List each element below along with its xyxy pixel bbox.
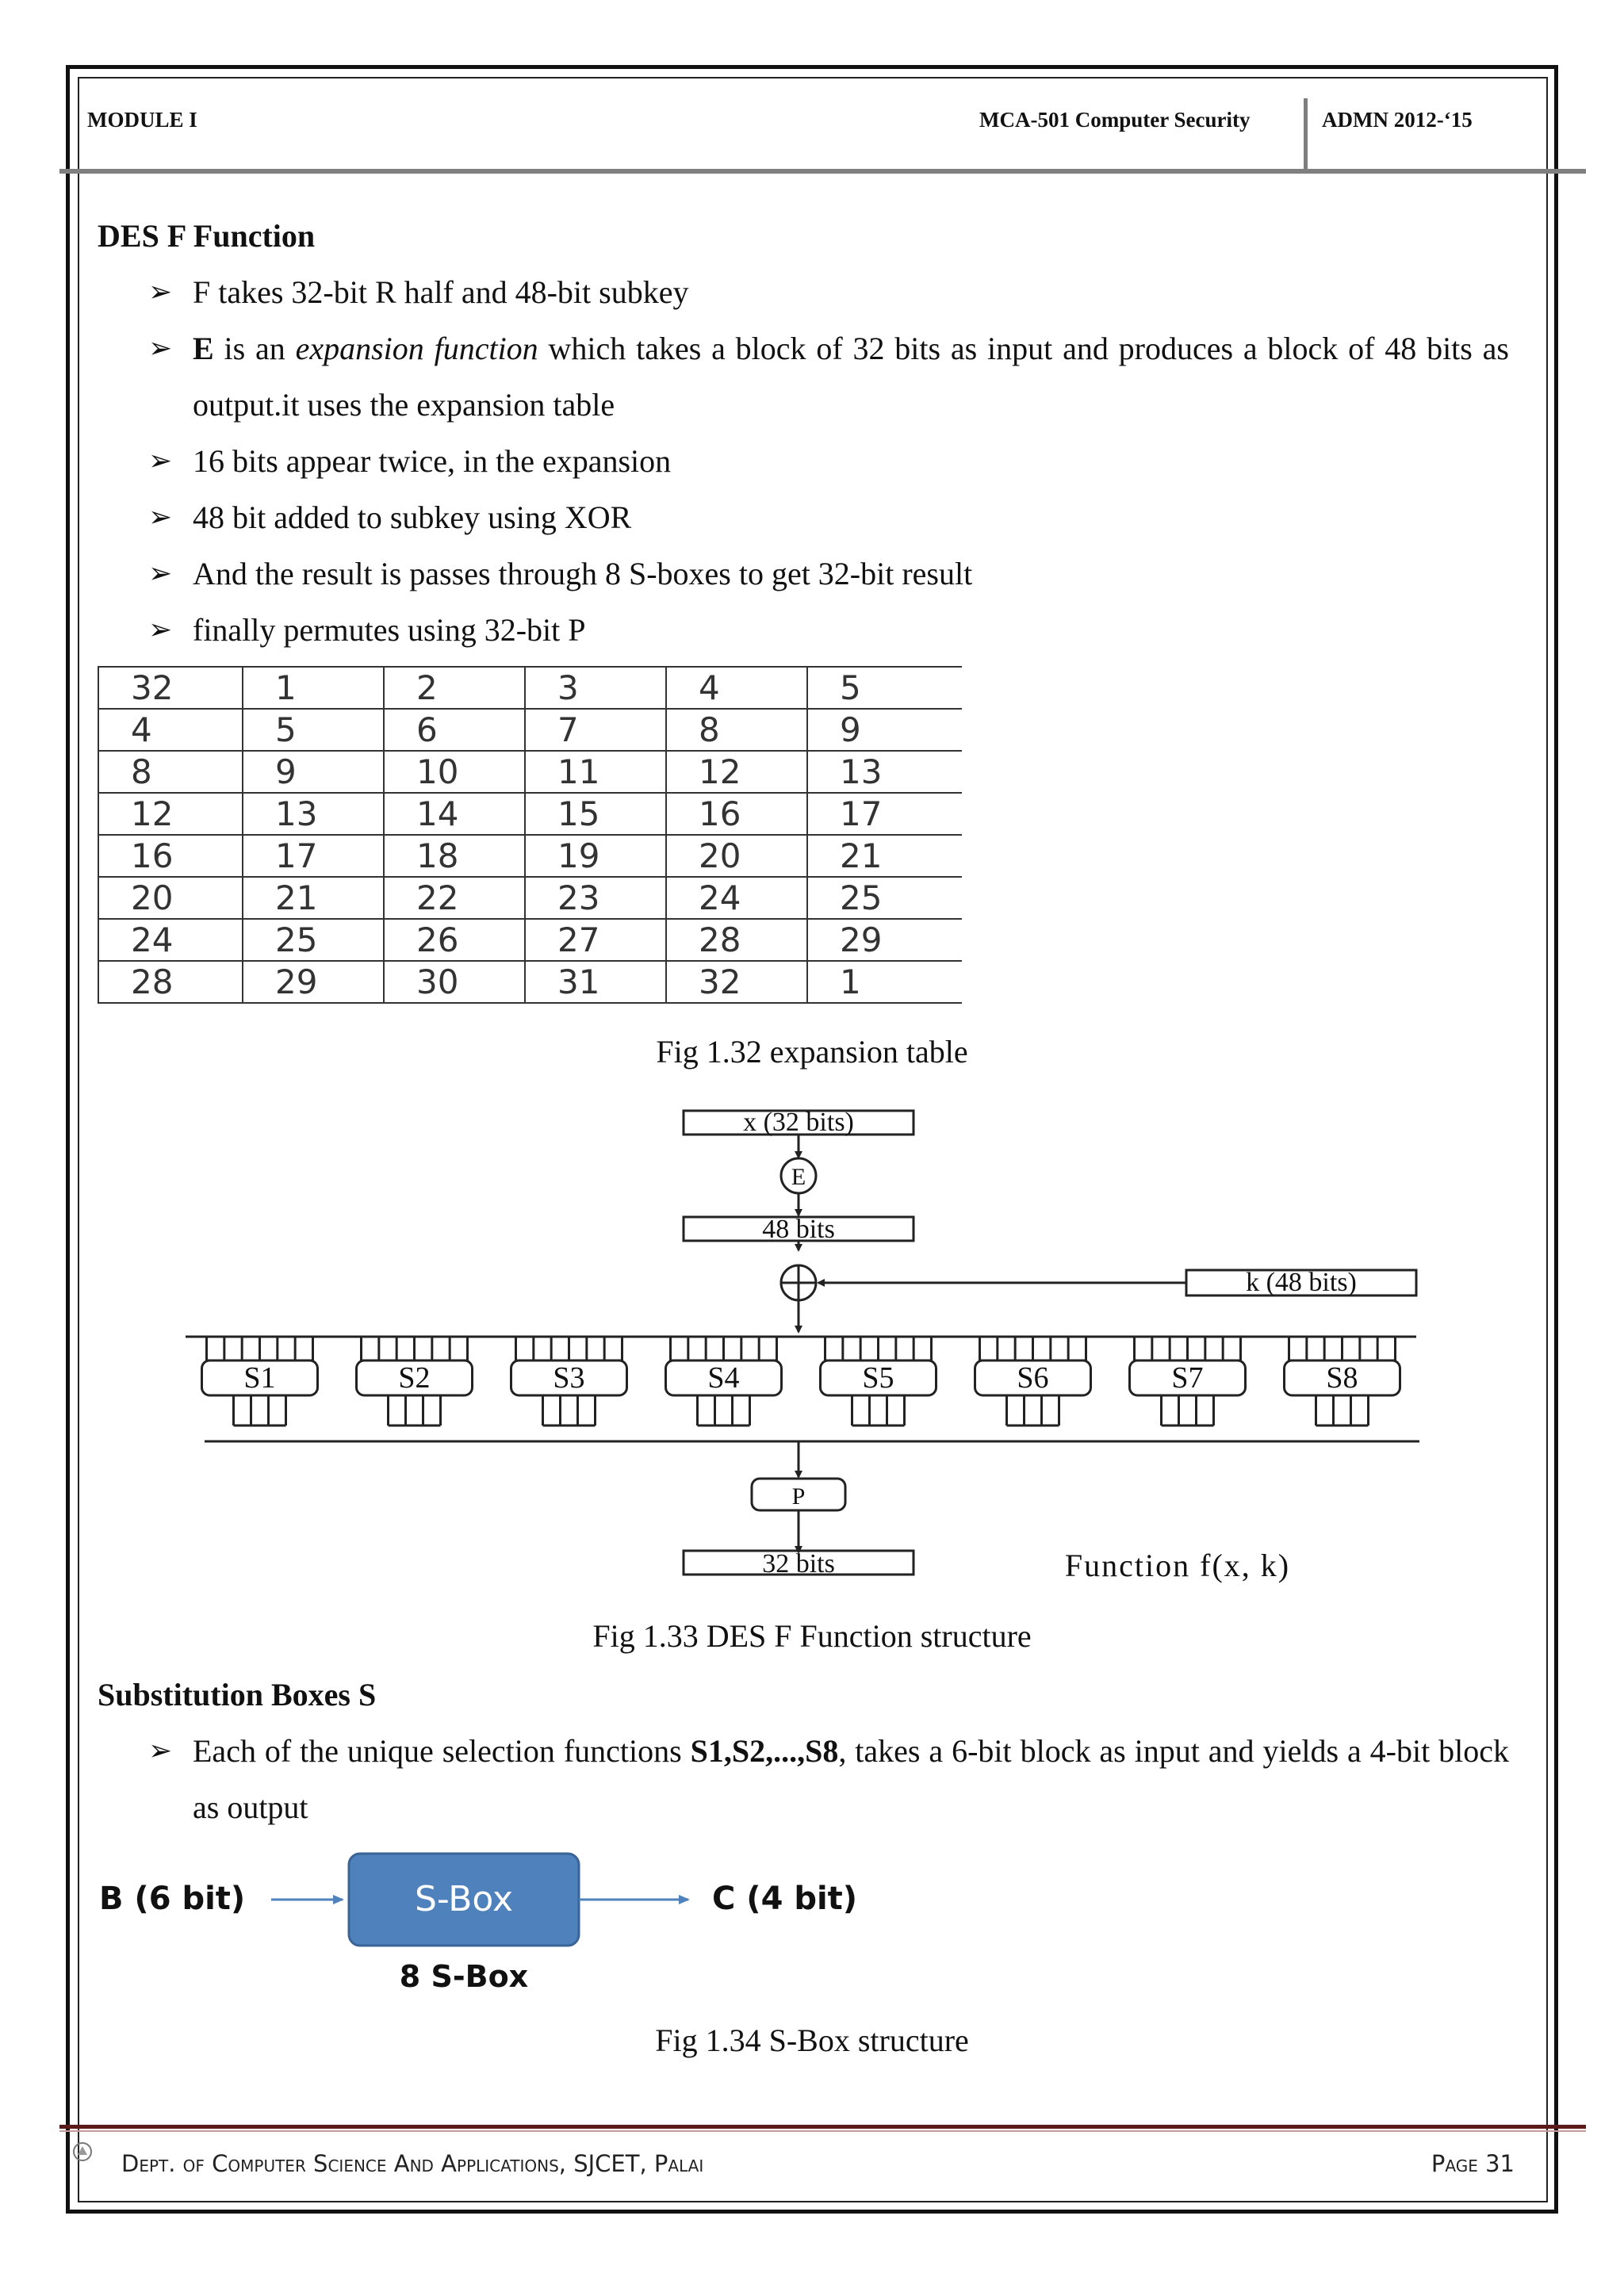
sbox-label: S5 bbox=[862, 1361, 894, 1395]
sbox-output-label: C (4 bit) bbox=[712, 1881, 858, 1917]
table-cell: 31 bbox=[525, 961, 666, 1003]
expansion-table bbox=[98, 666, 962, 1004]
table-cell: 21 bbox=[243, 877, 384, 919]
table-row bbox=[98, 793, 962, 835]
sbox-label: S1 bbox=[243, 1361, 276, 1395]
list-item bbox=[148, 433, 1509, 489]
diagram-key-label: k (48 bits) bbox=[1246, 1268, 1357, 1297]
table-cell: 27 bbox=[525, 919, 666, 961]
bullet-arrow-icon: ➢ bbox=[148, 1735, 173, 1767]
table-cell: 18 bbox=[384, 835, 525, 877]
table-row bbox=[98, 961, 962, 1003]
table-cell: 1 bbox=[807, 961, 962, 1003]
sbox-label: S3 bbox=[553, 1361, 585, 1395]
table-cell: 16 bbox=[666, 793, 807, 835]
footer-rule bbox=[59, 2125, 1586, 2129]
list-item-text: 16 bits appear twice, in the expansion bbox=[193, 443, 672, 479]
table-cell: 9 bbox=[243, 751, 384, 793]
list-item bbox=[148, 1723, 1509, 1835]
list-item bbox=[148, 489, 1509, 545]
table-cell: 20 bbox=[98, 877, 243, 919]
table-cell: 20 bbox=[666, 835, 807, 877]
figure-caption-1-34: Fig 1.34 S-Box structure bbox=[655, 2022, 969, 2058]
footer-department: Dept. of Computer Science And Applications, SJCET, Palai bbox=[121, 2150, 704, 2177]
table-cell: 14 bbox=[384, 793, 525, 835]
list-item-bold: E bbox=[193, 331, 214, 366]
table-cell: 22 bbox=[384, 877, 525, 919]
sbox-label: S7 bbox=[1171, 1361, 1204, 1395]
table-cell: 3 bbox=[525, 667, 666, 709]
figure-caption-1-32: Fig 1.32 expansion table bbox=[656, 1034, 968, 1070]
diagram-permutation-label: P bbox=[791, 1483, 806, 1510]
table-cell: 13 bbox=[243, 793, 384, 835]
table-cell: 10 bbox=[384, 751, 525, 793]
list-item bbox=[148, 602, 1509, 658]
header-course: MCA-501 Computer Security bbox=[979, 108, 1251, 132]
sbox-s6 bbox=[975, 1337, 1091, 1425]
table-cell: 1 bbox=[243, 667, 384, 709]
table-cell: 28 bbox=[666, 919, 807, 961]
sbox-label: S4 bbox=[707, 1361, 740, 1395]
section-substitution-boxes bbox=[98, 1667, 1509, 1835]
table-row bbox=[98, 751, 962, 793]
des-f-function-diagram bbox=[0, 1094, 1624, 1586]
diagram-expansion-label: E bbox=[791, 1164, 806, 1190]
table-cell: 29 bbox=[243, 961, 384, 1003]
diagram-expanded-label: 48 bits bbox=[762, 1215, 835, 1244]
list-item-text: which takes a block of 32 bits as input and produces a block of 48 bits as output.it uses the expansion table bbox=[193, 331, 1510, 423]
table-cell: 12 bbox=[98, 793, 243, 835]
table-cell: 4 bbox=[98, 709, 243, 751]
table-cell: 29 bbox=[807, 919, 962, 961]
table-cell: 25 bbox=[807, 877, 962, 919]
table-cell: 7 bbox=[525, 709, 666, 751]
sbox-s3 bbox=[511, 1337, 627, 1425]
table-cell: 23 bbox=[525, 877, 666, 919]
section-des-f-function bbox=[98, 208, 1509, 658]
sbox-s8 bbox=[1285, 1337, 1400, 1425]
sbox-s1 bbox=[202, 1337, 318, 1425]
bullet-list bbox=[98, 1723, 1509, 1835]
bullet-arrow-icon: ➢ bbox=[148, 276, 173, 308]
list-item bbox=[148, 264, 1509, 320]
table-row bbox=[98, 835, 962, 877]
header-rule bbox=[59, 169, 1586, 174]
sbox-label: S8 bbox=[1326, 1361, 1358, 1395]
table-cell: 24 bbox=[666, 877, 807, 919]
table-cell: 26 bbox=[384, 919, 525, 961]
list-item-text: Each of the unique selection functions bbox=[193, 1733, 691, 1769]
list-item-text: finally permutes using 32-bit P bbox=[193, 612, 586, 648]
figure-caption-1-33: Fig 1.33 DES F Function structure bbox=[592, 1618, 1032, 1654]
header-admission: ADMN 2012-‘15 bbox=[1322, 108, 1473, 132]
list-item-text: , takes a 6-bit block as input and yields a 4-bit block as output bbox=[193, 1733, 1509, 1825]
sbox-label: S6 bbox=[1017, 1361, 1049, 1395]
bullet-list bbox=[98, 264, 1509, 658]
sbox-input-label: B (6 bit) bbox=[99, 1881, 246, 1917]
bullet-arrow-icon: ➢ bbox=[148, 557, 173, 590]
bullet-arrow-icon: ➢ bbox=[148, 501, 173, 534]
list-item bbox=[148, 320, 1509, 433]
sbox-s7 bbox=[1130, 1337, 1246, 1425]
diagram-function-label: Function f(x, k) bbox=[1064, 1548, 1291, 1583]
sbox-block-label: S-Box bbox=[414, 1879, 514, 1919]
table-cell: 32 bbox=[666, 961, 807, 1003]
sbox-label: S2 bbox=[398, 1361, 431, 1395]
table-cell: 16 bbox=[98, 835, 243, 877]
table-cell: 8 bbox=[666, 709, 807, 751]
table-cell: 13 bbox=[807, 751, 962, 793]
table-cell: 15 bbox=[525, 793, 666, 835]
table-cell: 19 bbox=[525, 835, 666, 877]
table-row bbox=[98, 709, 962, 751]
diagram-input-label: x (32 bits) bbox=[743, 1108, 854, 1137]
table-cell: 32 bbox=[98, 667, 243, 709]
table-cell: 9 bbox=[807, 709, 962, 751]
table-cell: 28 bbox=[98, 961, 243, 1003]
diagram-output-label: 32 bits bbox=[762, 1549, 835, 1578]
sbox-s4 bbox=[666, 1337, 782, 1425]
sbox-s5 bbox=[821, 1337, 936, 1425]
table-cell: 25 bbox=[243, 919, 384, 961]
table-cell: 4 bbox=[666, 667, 807, 709]
table-row bbox=[98, 919, 962, 961]
table-cell: 6 bbox=[384, 709, 525, 751]
college-logo-icon bbox=[71, 2141, 94, 2163]
table-cell: 24 bbox=[98, 919, 243, 961]
sbox-count-label: 8 S-Box bbox=[399, 1959, 529, 1994]
bullet-arrow-icon: ➢ bbox=[148, 332, 173, 365]
footer-page-number: Page 31 bbox=[1431, 2150, 1515, 2177]
table-cell: 17 bbox=[807, 793, 962, 835]
table-cell: 17 bbox=[243, 835, 384, 877]
list-item-text: And the result is passes through 8 S-boxes to get 32-bit result bbox=[193, 556, 973, 591]
sbox-diagram bbox=[0, 1839, 1624, 2014]
table-cell: 8 bbox=[98, 751, 243, 793]
table-cell: 12 bbox=[666, 751, 807, 793]
list-item-text: 48 bit added to subkey using XOR bbox=[193, 499, 632, 535]
table-cell: 2 bbox=[384, 667, 525, 709]
list-item bbox=[148, 545, 1509, 602]
table-cell: 5 bbox=[243, 709, 384, 751]
table-row bbox=[98, 877, 962, 919]
header-separator bbox=[1304, 98, 1308, 170]
list-item-bold: S1,S2,...,S8 bbox=[690, 1733, 839, 1769]
bullet-arrow-icon: ➢ bbox=[148, 614, 173, 646]
header-module: MODULE I bbox=[87, 108, 197, 132]
table-cell: 30 bbox=[384, 961, 525, 1003]
footer-rule-accent bbox=[59, 2130, 1586, 2132]
table-row bbox=[98, 667, 962, 709]
bullet-arrow-icon: ➢ bbox=[148, 445, 173, 477]
list-item-text: is an bbox=[213, 331, 296, 366]
table-cell: 11 bbox=[525, 751, 666, 793]
table-cell: 21 bbox=[807, 835, 962, 877]
section-title: Substitution Boxes S bbox=[98, 1677, 377, 1712]
sbox-s2 bbox=[357, 1337, 473, 1425]
list-item-italic: expansion function bbox=[295, 331, 538, 366]
list-item-text: F takes 32-bit R half and 48-bit subkey bbox=[193, 274, 689, 310]
table-cell: 5 bbox=[807, 667, 962, 709]
section-title: DES F Function bbox=[98, 218, 316, 254]
